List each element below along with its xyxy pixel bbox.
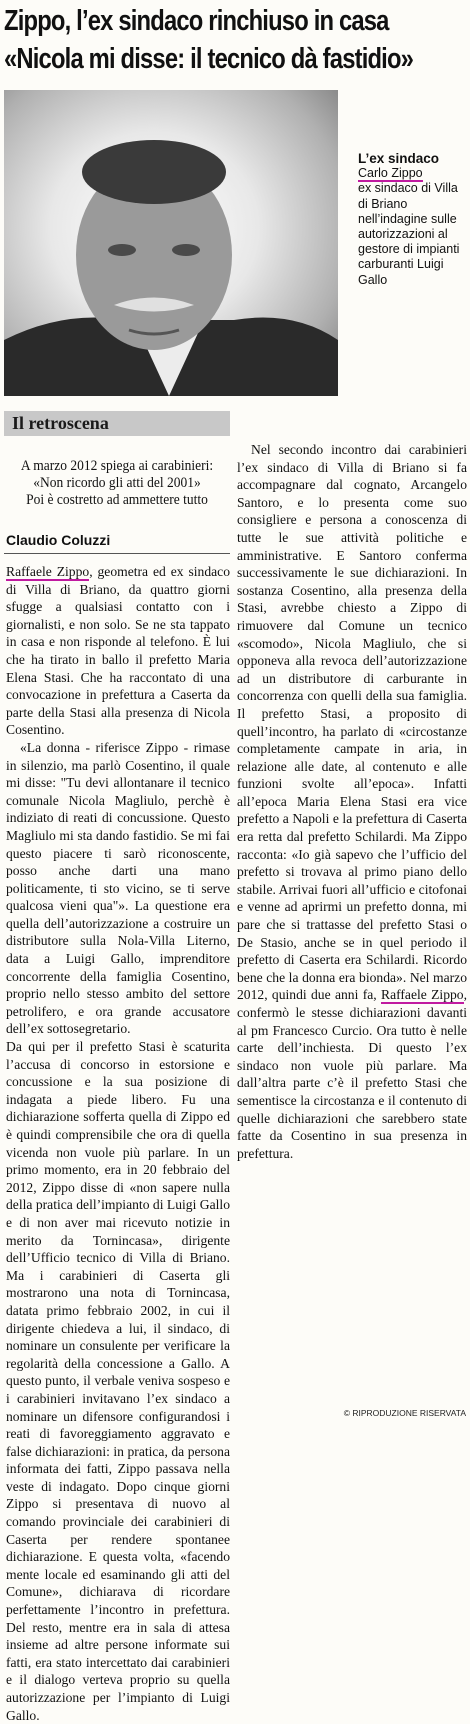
subhead-line-3: Poi è costretto ad ammettere tutto xyxy=(26,492,208,508)
section-label-rest: retroscena xyxy=(24,413,109,433)
headline-line-1: Zippo, l’ex sindaco rinchiuso in casa xyxy=(4,5,389,37)
section-label xyxy=(4,411,230,436)
subhead-line-2: «Non ricordo gli atti del 2001» xyxy=(33,475,201,491)
paragraph-4-rest: , confermò le stesse dichiarazioni davanti al pm Francesco Curcio. Ora tutto è nelle carte dell’inchiesta. Di questo l’ex sindaco non vuole più parlare. Ma dall’altra parte c’è il prefetto Stasi che sementisce la circostanza e il contenuto di quelle dichiarazioni che sarebbero state fatte da Cosentino in sua presenza in prefettura. xyxy=(237,987,467,1161)
headline-line-2: «Nicola mi disse: il tecnico dà fastidio» xyxy=(4,43,414,75)
byline-divider xyxy=(4,553,230,554)
article-paragraph-2: «La donna - riferisce Zippo - rimase in silenzio, ma parlò Cosentino, il quale mi disse: "Tu devi allontanare il tecnico comunale Nicola Magliulo, perchè è indiziato di reati di concussione. Questo Magliulo mi sta dando fastidio. Se mi fai questo piacere ti sarò riconoscente, posso anche darti una mano politicamente, ti sto vicino, se ti serve qualcosa vieni qua"». La questione era quella dell’autorizzazione a costruire un distributore sulla Nola-Villa Literno, data a Luigi Gallo, imprenditore concorrente della famiglia Cosentino, proprio nello stesso ambito del settore petrolifero, e ora grande accusatore dell’ex sottosegretario. xyxy=(6,739,230,1037)
article-headline xyxy=(4,2,414,78)
portrait-photo xyxy=(4,90,338,396)
article-paragraph-1 xyxy=(6,563,230,739)
article-subhead xyxy=(15,458,218,509)
paragraph-1-text: , geometra ed ex sindaco di Villa di Briano, da quattro giorni sfugge a qualsiasi contatto con i giornalisti, e non solo. Se ne sta tappato in casa e non risponde al telefono. È lui che ha tirato in ballo il prefetto Maria Elena Stasi. Che ha raccontato di una convocazione in prefettura a Caserta da parte della Stasi alla presenza di Nicola Cosentino. xyxy=(6,564,231,738)
paragraph-4-text: Nel secondo incontro dai carabinieri l’ex sindaco di Villa di Briano si fa accompagnare dal cognato, Arcangelo Santoro, e lo presenta come suo consigliere e persona a conoscenza di tutte le sue attività politiche e amministrative. E Santoro conferma successivamente le sue dichiarazioni. In sostanza Cosentino, alla presenza della Stasi, avrebbe chiesto a Zippo di rimuovere dal Comune un tecnico «scomodo», Nicola Magliulo, che si opponeva alla revoca dell’autorizzazione ad un distributore di carburante in concorrenza con quelli della sua famiglia. Il prefetto Stasi, a proposito di quell’incontro, ha parlato di «circostanze completamente campate in aria, in relazione alle date, al contenuto e alle funzioni svolte all’epoca». Infatti all’epoca Maria Elena Stasi era vice prefetto a Napoli e la prefettura di Caserta era retta dal prefetto Schilardi. Ma Zippo racconta: «Io già sapevo che l’ufficio del prefetto si trovava al primo piano dello stabile. Arrivai fuori all’ufficio e citofonai e venne ad aprirmi un prefetto donna, mi pare che si trattasse del prefetto Stasi o De Stasio, anche se in quel periodo il prefetto di Caserta era Schilardi. Ricordo bene che la donna era bionda». Nel marzo 2012, quindi due anni fa, xyxy=(237,442,467,1003)
paragraph-4-name: Raffaele Zippo xyxy=(381,987,464,1003)
author-byline: Claudio Coluzzi xyxy=(6,532,111,548)
caption-title: L’ex sindaco xyxy=(358,151,440,166)
article-paragraph-4 xyxy=(237,441,467,1162)
section-label-prefix: Il xyxy=(12,413,25,433)
article-paragraph-3: Da qui per il prefetto Stasi è scaturita l’accusa di concorso in estorsione e concussione e la sua posizione di indagata a piede libero. Fu una dichiarazione sofferta quella di Zippo ed è quindi comprensibile che ora di quella vicenda non vuole più parlare. In un primo momento, era in 20 febbraio del 2012, Zippo disse di «non sapere nulla della pratica dell’impianto di Luigi Gallo e di non aver mai ricevuto notizie in merito da Tornincasa», dirigente dell’Ufficio tecnico di Villa di Briano. Ma i carabinieri di Caserta gli mostrarono una nota di Tornincasa, datata primo febbraio 2002, in cui il dirigente chiedeva a lui, il sindaco, di nominare un consulente per verificare la regolarità della concessione a Gallo. A questo punto, il verbale veniva sospeso e i carabinieri invitavano l’ex sindaco a nominare un difensore configurandosi i reati di favoreggiamento aggravato e false dichiarazioni: in pratica, da persona informata dei fatti, Zippo passava nella veste di indagato. Dopo cinque giorni Zippo si presentava di nuovo al comando provinciale dei carabinieri di Caserta per rendere spontanee dichiarazione. E questa volta, «facendo mente locale ed esaminando gli atti del Comune», dichiarava di ricordare perfettamente l’incontro in prefettura. Del resto, mentre era in sala di attesa insieme ad altre persone informate sui fatti, era stato intercettato dai carabinieri e il dialogo verteva proprio su quella autorizzazione per l’impianto di Luigi Gallo. xyxy=(6,1039,230,1723)
lead-name: Raffaele Zippo xyxy=(6,564,90,579)
caption-text: ex sindaco di Villa di Briano nell’indagine sulle autorizzazioni al gestore di impianti carburanti Luigi Gallo xyxy=(358,181,460,287)
subhead-line-1: A marzo 2012 spiega ai carabinieri: xyxy=(20,458,214,474)
photo-caption xyxy=(358,151,470,288)
portrait-illustration xyxy=(4,90,338,396)
article-column-2 xyxy=(237,441,467,1401)
copyright-notice: © RIPRODUZIONE RISERVATA xyxy=(343,1408,466,1418)
caption-name: Carlo Zippo xyxy=(358,166,423,181)
article-column-1 xyxy=(6,563,231,1723)
